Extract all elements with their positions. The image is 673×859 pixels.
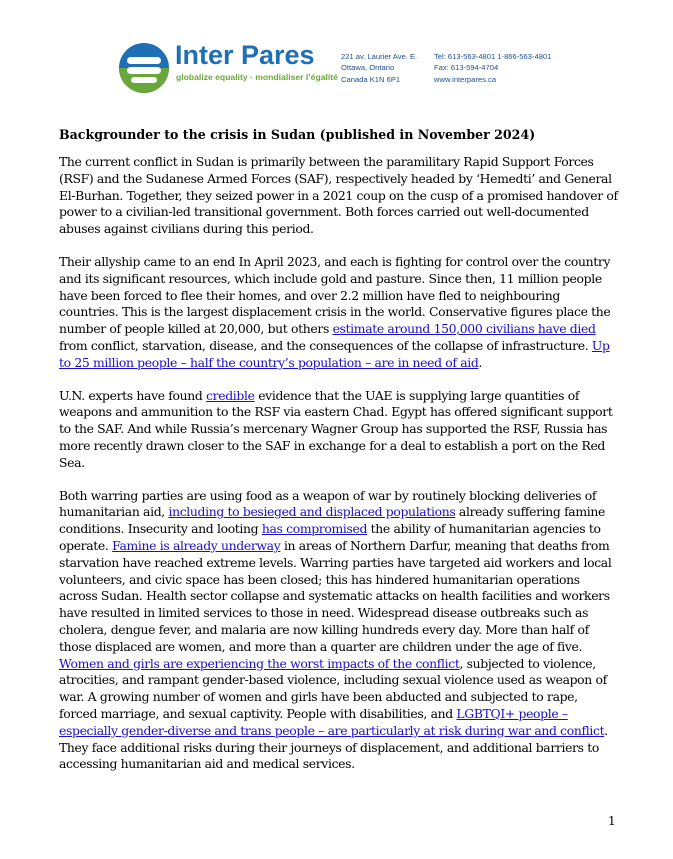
inline-link[interactable]: has compromised <box>261 521 368 537</box>
inline-link[interactable]: Up to 25 million people – half the country’s population – are in need of aid <box>59 337 610 370</box>
address-line: Canada K1N 6P1 <box>341 74 401 84</box>
paragraph-text: The current conflict in Sudan is primarily between the paramilitary Rapid Support Forces (RSF) and the Sudanese Armed Forces (SAF), respectively headed by ‘Hemedti’ and General El-Burhan. Together, they seized power in a 2021 coup on the cusp of a promised handover of power to a civilian-led transitional government. Both forces carried out well-documented abuses against civilians during this period. <box>59 154 618 237</box>
paragraph-text: from conflict, starvation, disease, and the consequences of the collapse of infrastructure. <box>59 337 592 353</box>
paragraph-text: evidence that the UAE is supplying large quantities of weapons and ammunition to the RSF via eastern Chad. Egypt has offered significant support to the SAF. And while Russia’s mercenary Wagner Group has supported the RSF, Russia has more recently drawn closer to the SAF in exchange for a deal to establish a port on the Red Sea. <box>59 387 613 470</box>
letterhead <box>118 42 598 92</box>
inline-link[interactable]: estimate around 150,000 civilians have died <box>332 321 596 337</box>
address-line: 221 av. Laurier Ave. E. <box>341 52 418 61</box>
body-paragraph <box>59 388 619 472</box>
website-line: www.interpares.ca <box>434 74 497 84</box>
fax-line: Fax: 613-594-4704 <box>434 63 499 73</box>
document-heading: Backgrounder to the crisis in Sudan (published in November 2024) <box>59 127 536 142</box>
contact-info <box>434 51 551 85</box>
org-tagline: globalize equality · mondialiser l’égalité <box>176 72 338 82</box>
paragraph-text: , subjected to violence, atrocities, and rampant gender-based violence, including sexual violence used as weapon of war. A growing number of women and girls have been abducted and subjected to rape, forced marriage, and sexual captivity. People with disabilities, and <box>59 655 607 721</box>
inline-link[interactable]: Women and girls are experiencing the worst impacts of the conflict <box>59 655 460 671</box>
paragraphs <box>59 154 619 773</box>
inline-link[interactable]: credible <box>206 387 255 403</box>
inter-pares-logo-icon <box>118 42 170 94</box>
paragraph-text: in areas of Northern Darfur, meaning that deaths from starvation have reached extreme levels. Warring parties have targeted aid workers and local volunteers, and civic space has been closed; this has hindered humanitarian operations across Sudan. Health sector collapse and systematic attacks on health facilities and workers have resulted in limited services to those in need. Widespread disease outbreaks such as cholera, dengue fever, and malaria are now killing hundreds every day. More than half of those displaced are women, and more than a quarter are children under the age of five. <box>59 537 612 654</box>
body-paragraph <box>59 254 619 372</box>
org-name: Inter Pares <box>175 40 315 70</box>
paragraph-text: the ability of humanitarian agencies to operate. <box>59 521 601 553</box>
paragraph-text: U.N. experts have found <box>59 387 207 403</box>
mailing-address <box>341 51 417 85</box>
document-body <box>59 127 619 789</box>
inline-link[interactable]: LGBTQI+ people – especially gender-diverse and trans people – are particularly at risk during war and conflict <box>59 705 605 738</box>
page-number: 1 <box>608 814 616 828</box>
body-paragraph <box>59 488 619 774</box>
address-line: Ottawa, Ontario <box>341 63 395 73</box>
inline-link[interactable]: Famine is already underway <box>112 537 281 553</box>
body-paragraph <box>59 154 619 238</box>
paragraph-text: Both warring parties are using food as a weapon of war by routinely blocking deliveries of humanitarian aid, <box>59 487 597 520</box>
paragraph-text: already suffering famine conditions. Insecurity and looting <box>59 504 605 537</box>
paragraph-text: . <box>478 354 483 370</box>
phone-line: Tel: 613-563-4801 1-866-563-4801 <box>434 52 552 61</box>
paragraph-text: . They face additional risks during their journeys of displacement, and additional barriers to accessing humanitarian aid and medical services. <box>59 722 608 772</box>
paragraph-text: Their allyship came to an end In April 2023, and each is fighting for control over the country and its significant resources, which include gold and pasture. Since then, 11 million people have been forced to flee their homes, and over 2.2 million have fled to neighbouring countries. This is the largest displacement crisis in the world. Conservative figures place the number of people killed at 20,000, but others <box>59 253 611 337</box>
inline-link[interactable]: including to besieged and displaced populations <box>168 504 456 520</box>
